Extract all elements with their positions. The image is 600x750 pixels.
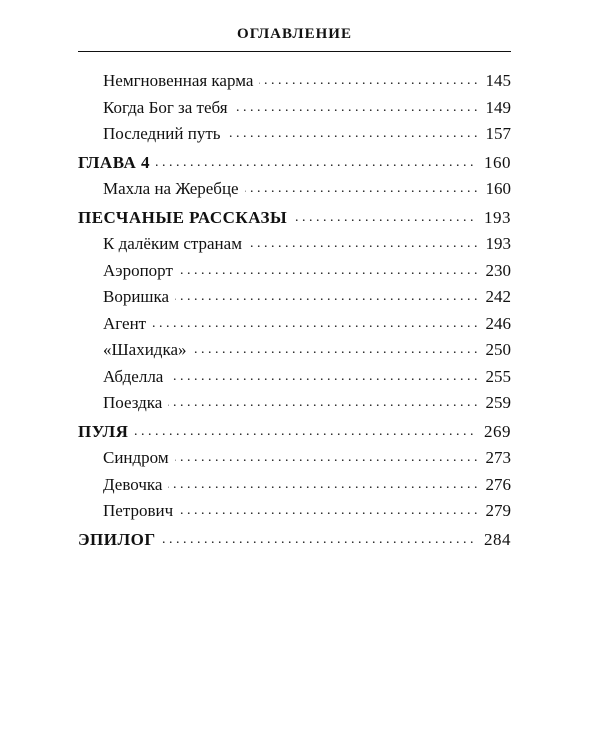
toc-entry-page: 157	[482, 121, 512, 148]
toc-entry-page: 279	[482, 498, 512, 525]
toc-chapter-page: 284	[480, 527, 511, 554]
page-header-title: ОГЛАВЛЕНИЕ	[237, 26, 352, 42]
toc-entry-page: 242	[482, 284, 512, 311]
toc-entry-page: 149	[482, 95, 512, 122]
toc-chapter-glava-4[interactable]	[78, 150, 511, 177]
toc-entry-sindrom[interactable]	[103, 445, 511, 472]
toc-chapter-title: ПУЛЯ	[78, 422, 134, 441]
toc-entry-title: Петрович	[103, 501, 179, 520]
toc-chapter-title: ГЛАВА 4	[78, 153, 156, 172]
toc-entry-abdella[interactable]	[103, 364, 511, 391]
toc-entry-page: 160	[482, 176, 512, 203]
toc-entry-page: 230	[482, 258, 512, 285]
toc-entry-nemgnovennaya-karma[interactable]	[103, 68, 511, 95]
toc-entry-page: 250	[482, 337, 512, 364]
toc-entry-title: Синдром	[103, 448, 175, 467]
toc-entry-k-dalekim-stranam[interactable]	[103, 231, 511, 258]
toc-entry-title: Девочка	[103, 475, 168, 494]
toc-chapter-page: 160	[480, 150, 511, 177]
toc-entry-title: «Шахидка»	[103, 340, 193, 359]
toc-chapter-title: ЭПИЛОГ	[78, 530, 162, 549]
toc-entry-makhla-na-zherebtse[interactable]	[103, 176, 511, 203]
toc-chapter-peschanye-rasskazy[interactable]	[78, 205, 511, 232]
dot-leader	[78, 419, 477, 446]
toc-chapter-pulya[interactable]	[78, 419, 511, 446]
toc-entry-posledniy-put[interactable]	[103, 121, 511, 148]
toc-entry-title: Немгновенная карма	[103, 71, 259, 90]
toc-chapter-title: ПЕСЧАНЫЕ РАССКАЗЫ	[78, 208, 293, 227]
toc-chapter-page: 193	[480, 205, 511, 232]
toc-entry-poezdka[interactable]	[103, 390, 511, 417]
toc-entry-page: 255	[482, 364, 512, 391]
toc-entry-title: Махла на Жеребце	[103, 179, 245, 198]
toc-entry-page: 273	[482, 445, 512, 472]
toc-entry-vorishka[interactable]	[103, 284, 511, 311]
toc-entry-title: Агент	[103, 314, 152, 333]
toc-entry-title: Поездка	[103, 393, 168, 412]
toc-entry-aeroport[interactable]	[103, 258, 511, 285]
toc-entry-title: Аэропорт	[103, 261, 179, 280]
toc-entry-agent[interactable]	[103, 311, 511, 338]
dot-leader	[103, 311, 477, 338]
toc-entry-petrovich[interactable]	[103, 498, 511, 525]
toc-entry-page: 246	[482, 311, 512, 338]
toc-entry-shakhidka[interactable]	[103, 337, 511, 364]
toc-entry-title: Когда Бог за тебя	[103, 98, 234, 117]
toc-entry-page: 276	[482, 472, 512, 499]
toc-chapter-page: 269	[480, 419, 511, 446]
toc-entry-title: Абделла	[103, 367, 169, 386]
toc-chapter-epilog[interactable]	[78, 527, 511, 554]
toc-entry-page: 259	[482, 390, 512, 417]
toc-entry-page: 145	[482, 68, 512, 95]
toc-entry-title: К далёким странам	[103, 234, 248, 253]
toc-entry-kogda-bog-za-tebya[interactable]	[103, 95, 511, 122]
toc-entry-title: Последний путь	[103, 124, 227, 143]
toc-entry-devochka[interactable]	[103, 472, 511, 499]
header-rule	[78, 51, 511, 52]
toc-entry-page: 193	[482, 231, 512, 258]
table-of-contents	[78, 68, 511, 553]
toc-entry-title: Воришка	[103, 287, 175, 306]
